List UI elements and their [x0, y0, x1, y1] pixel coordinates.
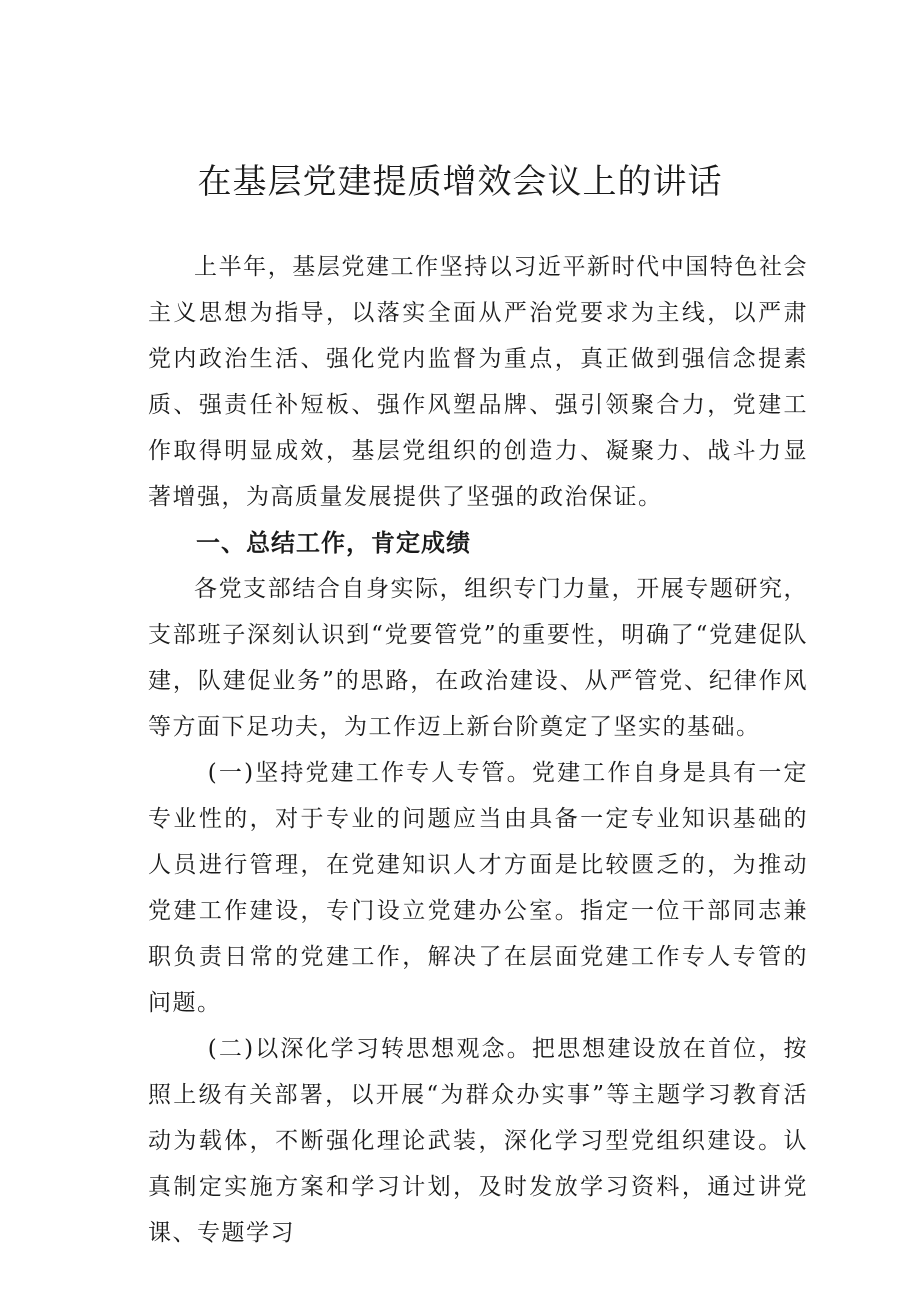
intro-paragraph: 上半年，基层党建工作坚持以习近平新时代中国特色社会主义思想为指导，以落实全面从严治党要求为主线，以严肃党内政治生活、强化党内监督为重点，真正做到强信念提素质、强责任补短板、强作风塑品牌、强引领聚合力，党建工作取得明显成效，基层党组织的创造力、凝聚力、战斗力显著增强，为高质量发展提供了坚强的政治保证。 — [148, 254, 808, 510]
document-body — [148, 244, 808, 1256]
item-paragraph-1: (一)坚持党建工作专人专管。党建工作自身是具有一定专业性的，对于专业的问题应当由具备一定专业知识基础的人员进行管理，在党建知识人才方面是比较匮乏的，为推动党建工作建设，专门设立党建办公室。指定一位干部同志兼职负责日常的党建工作，解决了在层面党建工作专人专管的问题。 — [148, 760, 808, 1016]
document-title: 在基层党建提质增效会议上的讲话 — [197, 162, 723, 202]
section-heading: 一、总结工作，肯定成绩 — [196, 529, 471, 557]
item-paragraph-2: (二)以深化学习转思想观念。把思想建设放在首位，按照上级有关部署，以开展“为群众办实事”等主题学习教育活动为载体，不断强化理论武装，深化学习型党组织建设。认真制定实施方案和学习计划，及时发放学习资料，通过讲党课、专题学习 — [148, 1036, 808, 1246]
section-paragraph: 各党支部结合自身实际，组织专门力量，开展专题研究，支部班子深刻认识到“党要管党”的重要性，明确了“党建促队建，队建促业务”的思路，在政治建设、从严管党、纪律作风等方面下足功夫，为工作迈上新台阶奠定了坚实的基础。 — [148, 576, 808, 740]
